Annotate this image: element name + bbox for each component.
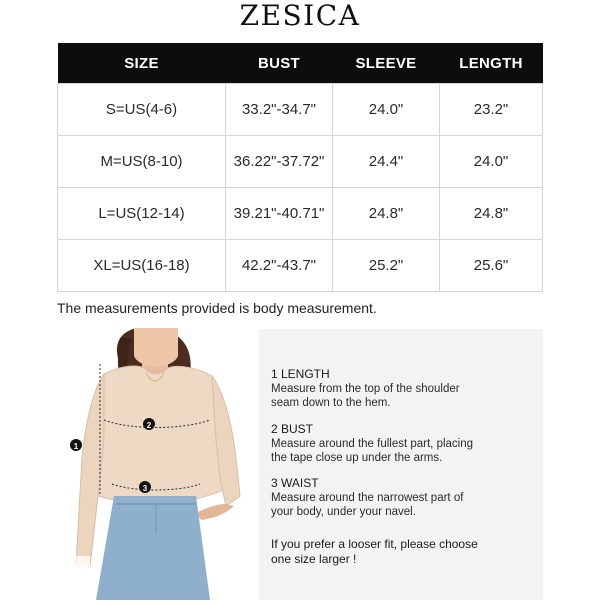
cell-length: 24.0" — [440, 136, 543, 188]
cell-sleeve: 24.4" — [333, 136, 440, 188]
cell-bust: 33.2"-34.7" — [226, 84, 333, 136]
marker-1-label: 1 — [73, 442, 79, 451]
table-row — [58, 188, 543, 240]
face-shape — [134, 328, 178, 367]
fit-tip-line-1: If you prefer a looser fit, please choose — [271, 537, 478, 551]
hand-shape — [194, 504, 234, 520]
cell-length: 23.2" — [440, 84, 543, 136]
guide-length-desc-1: Measure from the top of the shoulder — [271, 382, 460, 395]
header-length: LENGTH — [440, 43, 543, 84]
guide-length-title: 1 LENGTH — [271, 367, 330, 381]
model-figure-svg — [60, 328, 250, 600]
cell-bust: 36.22"-37.72" — [226, 136, 333, 188]
guide-waist-desc-1: Measure around the narrowest part of — [271, 491, 464, 504]
cell-size: XL=US(16-18) — [58, 240, 226, 292]
cell-bust: 39.21"-40.71" — [226, 188, 333, 240]
cell-sleeve: 24.0" — [333, 84, 440, 136]
table-row — [58, 136, 543, 188]
guide-length — [271, 367, 533, 411]
cell-size: S=US(4-6) — [58, 84, 226, 136]
cell-bust: 42.2"-43.7" — [226, 240, 333, 292]
header-sleeve: SLEEVE — [333, 43, 440, 84]
guide-waist — [271, 476, 533, 520]
measurement-guide-panel — [259, 329, 543, 600]
header-bust: BUST — [226, 43, 333, 84]
header-size: SIZE — [58, 43, 226, 84]
fit-tip — [271, 537, 511, 567]
table-row — [58, 240, 543, 292]
marker-2-label: 2 — [146, 421, 152, 430]
sleeve-cuff-shape — [76, 556, 90, 566]
model-illustration — [60, 328, 250, 600]
measurement-note: The measurements provided is body measurement. — [57, 300, 377, 316]
guide-waist-desc-2: your body, under your navel. — [271, 506, 416, 518]
sweater-body-shape — [86, 366, 230, 500]
marker-3-label: 3 — [142, 484, 148, 493]
guide-waist-title: 3 WAIST — [271, 476, 319, 490]
guide-bust-desc-1: Measure around the fullest part, placing — [271, 437, 474, 450]
fit-tip-line-2: one size larger ! — [271, 552, 357, 566]
table-header-row — [58, 43, 543, 84]
size-chart-table — [57, 43, 543, 292]
brand-logo: ZESICA — [239, 0, 361, 32]
cell-sleeve: 25.2" — [333, 240, 440, 292]
guide-bust — [271, 422, 533, 466]
guide-bust-title: 2 BUST — [271, 422, 314, 436]
jeans-shape — [96, 496, 210, 600]
cell-size: M=US(8-10) — [58, 136, 226, 188]
guide-length-desc-2: seam down to the hem. — [271, 397, 391, 409]
cell-sleeve: 24.8" — [333, 188, 440, 240]
cell-length: 24.8" — [440, 188, 543, 240]
cell-length: 25.6" — [440, 240, 543, 292]
guide-bust-desc-2: the tape close up under the arms. — [271, 452, 443, 464]
table-row — [58, 84, 543, 136]
cell-size: L=US(12-14) — [58, 188, 226, 240]
